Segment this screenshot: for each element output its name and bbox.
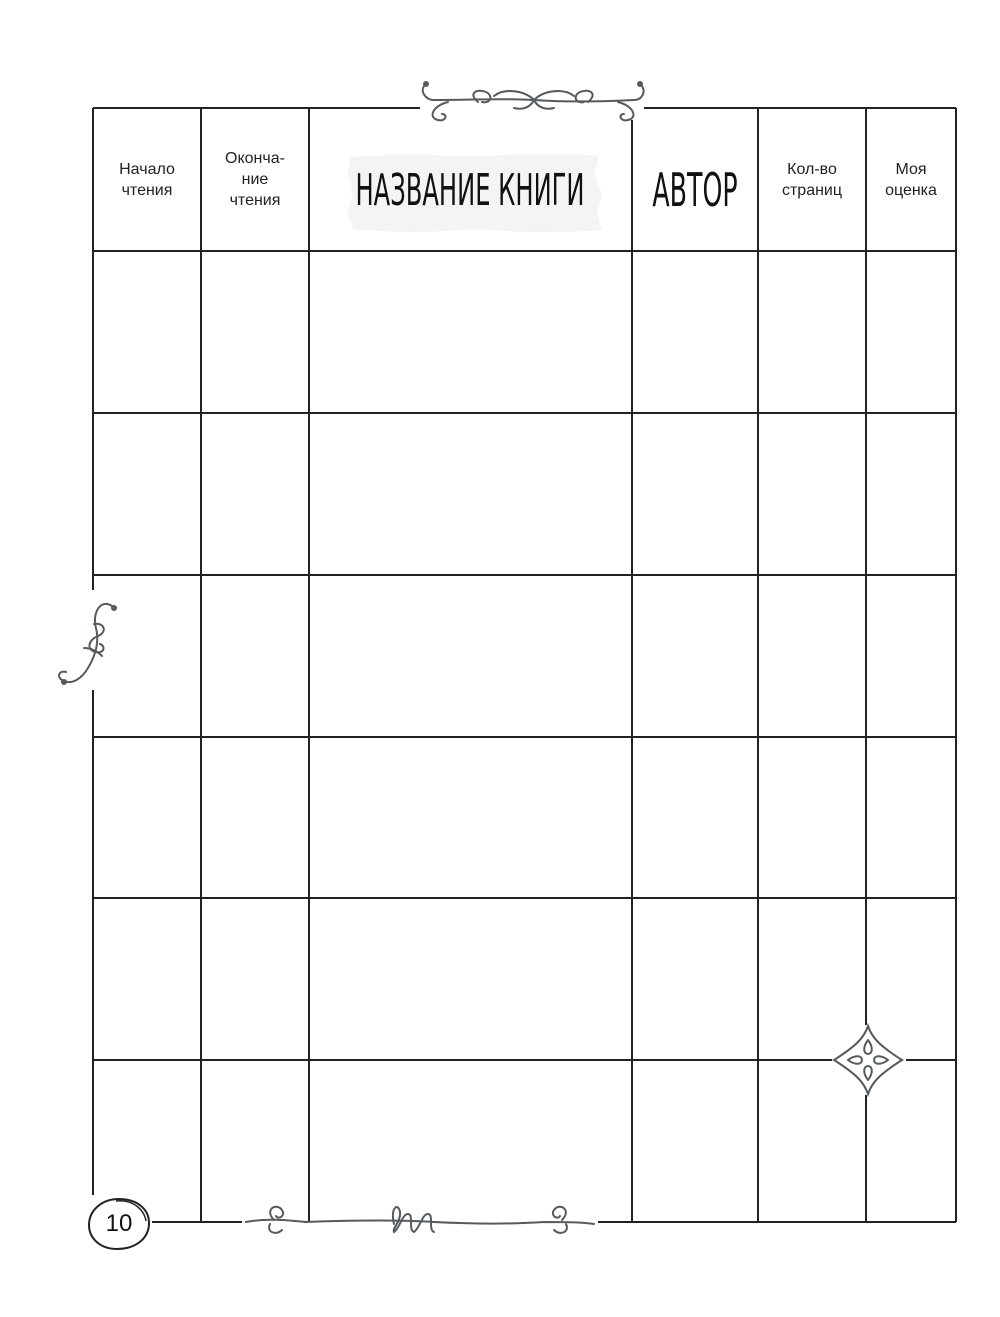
corner-diamond-icon bbox=[830, 1022, 906, 1098]
header-my-rating bbox=[866, 108, 956, 251]
header-end-reading bbox=[201, 108, 309, 251]
header-start-line2: чтения bbox=[121, 181, 173, 199]
header-end-line1: Оконча- bbox=[225, 150, 285, 167]
bottom-flourish-icon bbox=[244, 1198, 598, 1244]
header-pages-line2: страниц bbox=[781, 181, 843, 199]
header-book-title: НАЗВАНИЕ КНИГИ bbox=[355, 164, 585, 216]
left-flourish-icon bbox=[54, 596, 134, 696]
page-number bbox=[86, 1195, 152, 1253]
header-end-line3: чтения bbox=[229, 192, 281, 209]
header-rating-line2: оценка bbox=[885, 181, 937, 199]
page-number-text: 10 bbox=[105, 1210, 133, 1237]
header-author: АВТОР bbox=[652, 163, 738, 217]
header-start-reading bbox=[93, 108, 201, 251]
top-flourish-icon bbox=[418, 78, 648, 128]
header-pages-line1: Кол-во bbox=[787, 160, 837, 178]
header-start-line1: Начало bbox=[119, 160, 175, 178]
header-end-line2: ние bbox=[241, 171, 269, 188]
header-page-count bbox=[758, 108, 866, 251]
header-rating-line1: Моя bbox=[895, 160, 927, 178]
